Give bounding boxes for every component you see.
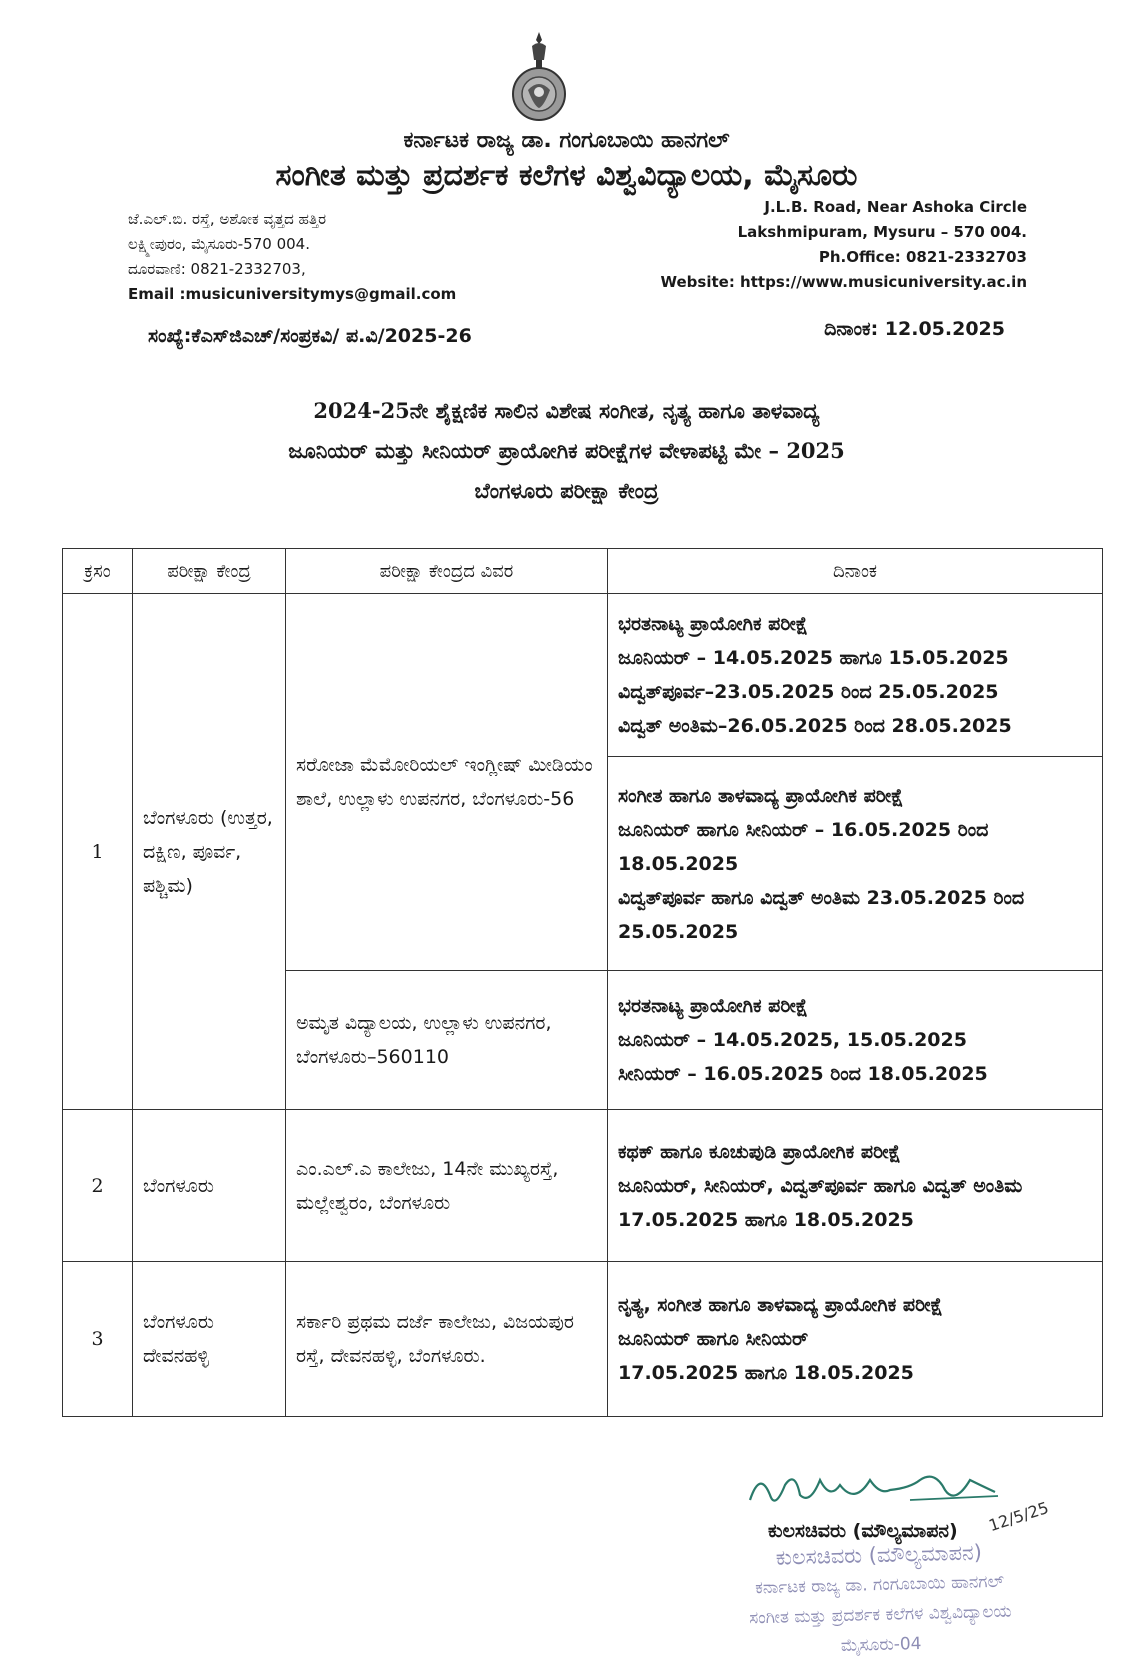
title-line: ಜೂನಿಯರ್ ಮತ್ತು ಸೀನಿಯರ್ ಪ್ರಾಯೋಗಿಕ ಪರೀಕ್ಷೆಗಳ ವೇಳಾಪಟ್ಟಿ ಮೇ – 2025 (288, 438, 845, 463)
signature-date: 12/5/25 (986, 1497, 1051, 1536)
exam-dates: ಜೂನಿಯರ್ – 14.05.2025, 15.05.2025 (618, 1029, 967, 1051)
phone-line: Ph.Office: 0821-2332703 (818, 248, 1027, 266)
table-row (63, 594, 1103, 757)
stamp-line: ಕುಲಸಚಿವರು (ಮೌಲ್ಯಮಾಪನ) (775, 1540, 983, 1570)
address-line: Lakshmipuram, Mysuru – 570 004. (737, 223, 1027, 241)
address-line: ಲಕ್ಷ್ಮೀಪುರಂ, ಮೈಸೂರು-570 004. (128, 235, 310, 253)
official-stamp (678, 1535, 1081, 1665)
exam-type: ಭರತನಾಟ್ಯ ಪ್ರಾಯೋಗಿಕ ಪರೀಕ್ಷೆ (618, 995, 809, 1017)
schedule-cell (608, 594, 1103, 757)
schedule-cell (608, 971, 1103, 1110)
table-row (63, 1110, 1103, 1262)
stamp-line: ಸಂಗೀತ ಮತ್ತು ಪ್ರದರ್ಶಕ ಕಲೆಗಳ ವಿಶ್ವವಿದ್ಯಾಲಯ (748, 1601, 1012, 1629)
exam-dates: 17.05.2025 ಹಾಗೂ 18.05.2025 (618, 1208, 914, 1231)
table-header-row (63, 549, 1103, 594)
address-line: ಜೆ.ಎಲ್.ಬಿ. ರಸ್ತೆ, ಅಶೋಕ ವೃತ್ತದ ಹತ್ತಿರ (128, 210, 327, 228)
document-date: ದಿನಾಂಕ: 12.05.2025 (824, 318, 1005, 340)
venue-cell: ಎಂ.ಎಲ್.ಎ ಕಾಲೇಜು, 14ನೇ ಮುಖ್ಯರಸ್ತೆ, ಮಲ್ಲೇಶ್ವರಂ, ಬೆಂಗಳೂರು (286, 1110, 608, 1262)
serial-cell: 1 (63, 594, 133, 1110)
exam-schedule-table (62, 548, 1103, 1417)
university-logo (508, 30, 570, 122)
exam-dates: ಜೂನಿಯರ್ ಹಾಗೂ ಸೀನಿಯರ್ – 16.05.2025 ರಿಂದ 18.05.2025 (618, 818, 989, 875)
address-english (661, 195, 1028, 295)
phone-line: ದೂರವಾಣಿ: 0821-2332703, (128, 260, 306, 278)
exam-type: ಕಥಕ್ ಹಾಗೂ ಕೂಚುಪುಡಿ ಪ್ರಾಯೋಗಿಕ ಪರೀಕ್ಷೆ (618, 1140, 901, 1163)
header-centre: ಪರೀಕ್ಷಾ ಕೇಂದ್ರ (133, 549, 286, 594)
reference-number: ಸಂಖ್ಯೆ:ಕೆಎಸ್‌ಜಿಎಚ್/ಸಂಪ್ರಕವಿ/ ಪ.ವಿ/2025-26 (148, 325, 472, 347)
schedule-cell (608, 757, 1103, 971)
header-date: ದಿನಾಂಕ (608, 549, 1103, 594)
exam-dates: ವಿದ್ವತ್ ಅಂತಿಮ–26.05.2025 ರಿಂದ 28.05.2025 (618, 715, 1012, 738)
exam-type: ಭರತನಾಟ್ಯ ಪ್ರಾಯೋಗಿಕ ಪರೀಕ್ಷೆ (618, 613, 809, 636)
exam-dates: 17.05.2025 ಹಾಗೂ 18.05.2025 (618, 1362, 914, 1384)
centre-cell: ಬೆಂಗಳೂರು (ಉತ್ತರ, ದಕ್ಷಿಣ, ಪೂರ್ವ, ಪಶ್ಚಿಮ) (133, 594, 286, 1110)
exam-dates: ವಿದ್ವತ್‌ಪೂರ್ವ ಹಾಗೂ ವಿದ್ವತ್ ಅಂತಿಮ 23.05.2025 ರಿಂದ 25.05.2025 (618, 886, 1025, 943)
university-name-line2: ಸಂಗೀತ ಮತ್ತು ಪ್ರದರ್ಶಕ ಕಲೆಗಳ ವಿಶ್ವವಿದ್ಯಾಲಯ, ಮೈಸೂರು (275, 158, 858, 193)
venue-cell: ಸರೋಜಾ ಮೆಮೋರಿಯಲ್ ಇಂಗ್ಲೀಷ್ ಮೀಡಿಯಂ ಶಾಲೆ, ಉಲ್ಲಾಳು ಉಪನಗರ, ಬೆಂಗಳೂರು-56 (286, 594, 608, 971)
exam-dates: ವಿದ್ವತ್‌ಪೂರ್ವ–23.05.2025 ರಿಂದ 25.05.2025 (618, 681, 999, 704)
signatory-title: ಕುಲಸಚಿವರು (ಮೌಲ್ಯಮಾಪನ) (768, 1520, 958, 1542)
table-row (63, 1262, 1103, 1417)
centre-cell: ಬೆಂಗಳೂರು (133, 1110, 286, 1262)
serial-cell: 2 (63, 1110, 133, 1262)
venue-cell: ಸರ್ಕಾರಿ ಪ್ರಥಮ ದರ್ಜೆ ಕಾಲೇಜು, ವಿಜಯಪುರ ರಸ್ತೆ, ದೇವನಹಳ್ಳಿ, ಬೆಂಗಳೂರು. (286, 1262, 608, 1417)
header-venue: ಪರೀಕ್ಷಾ ಕೇಂದ್ರದ ವಿವರ (286, 549, 608, 594)
serial-cell: 3 (63, 1262, 133, 1417)
title-line: 2024-25ನೇ ಶೈಕ್ಷಣಿಕ ಸಾಲಿನ ವಿಶೇಷ ಸಂಗೀತ, ನೃತ್ಯ ಹಾಗೂ ತಾಳವಾದ್ಯ (313, 398, 820, 423)
header-serial: ಕ್ರಸಂ (63, 549, 133, 594)
address-kannada (128, 207, 456, 307)
exam-levels: ಜೂನಿಯರ್, ಸೀನಿಯರ್, ವಿದ್ವತ್‌ಪೂರ್ವ ಹಾಗೂ ವಿದ್ವತ್ ಅಂತಿಮ (618, 1174, 1023, 1197)
exam-dates: ಜೂನಿಯರ್ – 14.05.2025 ಹಾಗೂ 15.05.2025 (618, 647, 1009, 670)
schedule-cell (608, 1262, 1103, 1417)
stamp-line: ಕರ್ನಾಟಕ ರಾಜ್ಯ ಡಾ. ಗಂಗೂಬಾಯಿ ಹಾನಗಲ್ (754, 1571, 1005, 1599)
exam-levels: ಜೂನಿಯರ್ ಹಾಗೂ ಸೀನಿಯರ್ (618, 1328, 809, 1350)
exam-dates: ಸೀನಿಯರ್ – 16.05.2025 ರಿಂದ 18.05.2025 (618, 1063, 988, 1085)
exam-type: ಸಂಗೀತ ಹಾಗೂ ತಾಳವಾದ್ಯ ಪ್ರಾಯೋಗಿಕ ಪರೀಕ್ಷೆ (618, 784, 904, 807)
schedule-cell (608, 1110, 1103, 1262)
centre-cell: ಬೆಂಗಳೂರು ದೇವನಹಳ್ಳಿ (133, 1262, 286, 1417)
university-name-line1: ಕರ್ನಾಟಕ ರಾಜ್ಯ ಡಾ. ಗಂಗೂಬಾಯಿ ಹಾನಗಲ್ (403, 128, 730, 153)
title-line: ಬೆಂಗಳೂರು ಪರೀಕ್ಷಾ ಕೇಂದ್ರ (474, 478, 659, 503)
stamp-line: ಮೈಸೂರು-04 (840, 1633, 922, 1657)
email-line: Email :musicuniversitymys@gmail.com (128, 285, 457, 303)
venue-cell: ಅಮೃತ ವಿದ್ಯಾಲಯ, ಉಲ್ಲಾಳು ಉಪನಗರ, ಬೆಂಗಳೂರು–560110 (286, 971, 608, 1110)
address-line: J.L.B. Road, Near Ashoka Circle (764, 198, 1027, 216)
website-line: Website: https://www.musicuniversity.ac.in (660, 273, 1027, 291)
exam-type: ನೃತ್ಯ, ಸಂಗೀತ ಹಾಗೂ ತಾಳವಾದ್ಯ ಪ್ರಾಯೋಗಿಕ ಪರೀಕ್ಷೆ (618, 1294, 943, 1316)
